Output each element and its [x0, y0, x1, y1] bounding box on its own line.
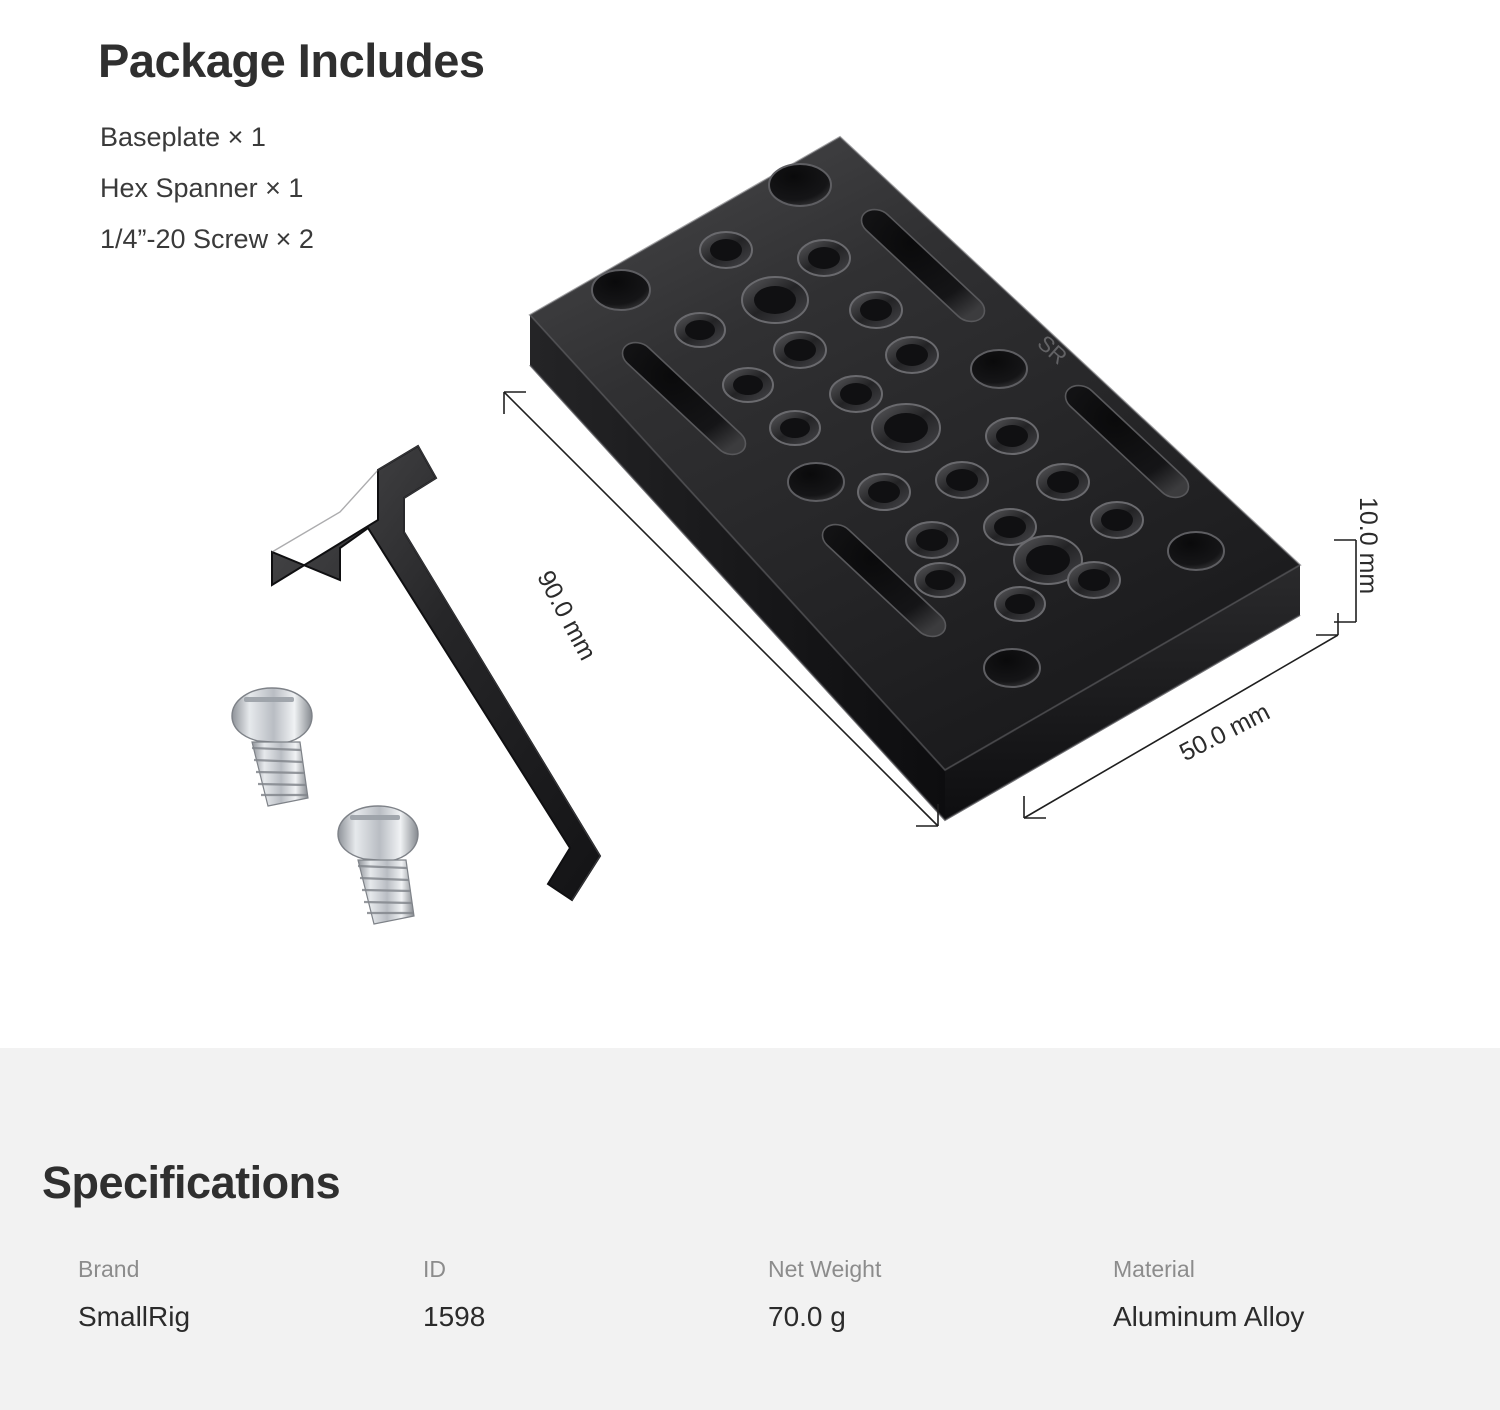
- specifications-grid: [78, 1256, 1458, 1333]
- list-item: Baseplate × 1: [100, 122, 266, 152]
- list-item: 1/4”-20 Screw × 2: [100, 224, 314, 254]
- dimension-thickness-label: 10.0 mm: [1354, 497, 1382, 595]
- dimension-length-label: 90.0 mm: [531, 566, 602, 666]
- spec-item-id: [423, 1256, 768, 1333]
- spec-key: Net Weight: [768, 1256, 882, 1282]
- screw-graphic-1: [232, 688, 312, 806]
- hex-spanner-graphic: [272, 446, 600, 900]
- spec-key: Brand: [78, 1256, 140, 1282]
- specifications-section: [0, 1048, 1500, 1410]
- spec-key: Material: [1113, 1256, 1195, 1282]
- baseplate-graphic: [530, 137, 1300, 820]
- spec-key: ID: [423, 1256, 446, 1282]
- engraving-label: SR: [1032, 330, 1073, 370]
- spec-value: 70.0 g: [768, 1301, 846, 1332]
- screw-graphic-2: [338, 806, 418, 924]
- spec-item-brand: [78, 1256, 423, 1333]
- spec-value: SmallRig: [78, 1301, 191, 1332]
- specifications-title: Specifications: [42, 1157, 341, 1209]
- spec-item-material: [1113, 1256, 1458, 1333]
- dimension-width-label: 50.0 mm: [1175, 697, 1275, 767]
- spec-value: 1598: [423, 1301, 486, 1332]
- package-includes-title: Package Includes: [98, 34, 485, 88]
- spec-item-net-weight: [768, 1256, 1113, 1333]
- list-item: Hex Spanner × 1: [100, 173, 304, 203]
- spec-value: Aluminum Alloy: [1113, 1301, 1305, 1332]
